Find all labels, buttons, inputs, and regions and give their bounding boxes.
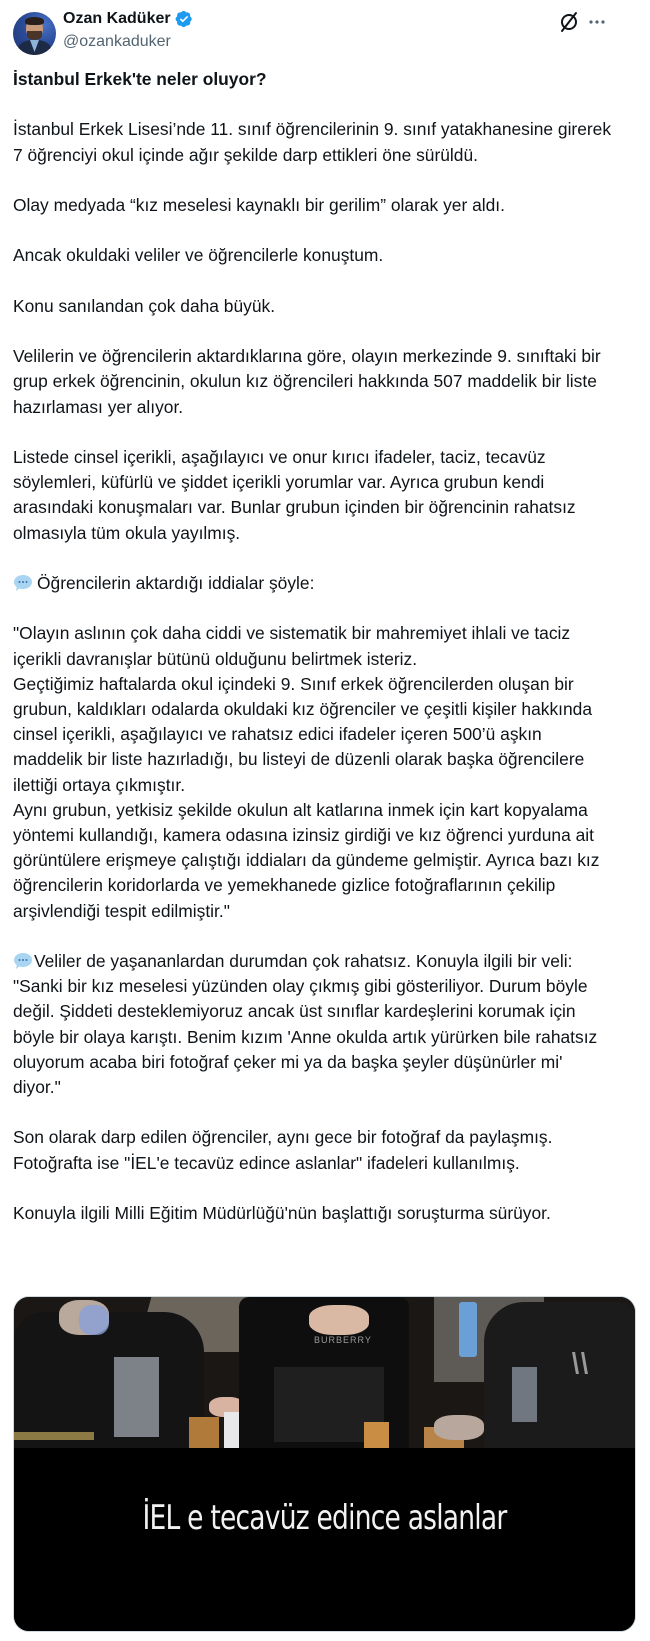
avatar-hair [25, 17, 44, 25]
media-photo [14, 1297, 635, 1448]
avatar[interactable] [13, 12, 56, 55]
tweet-paragraph: Velilerin ve öğrencilerin aktardıklarına göre, olayın merkezinde 9. sınıftaki bir grup erkek öğrencinin, okulun kız öğrencileri hakkında 507 maddelik bir liste hazırlaması yer alıyor. [13, 346, 601, 417]
tweet-paragraph: İstanbul Erkek Lisesi’nde 11. sınıf öğrencilerinin 9. sınıf yatakhanesine girerek 7 öğrenciyi okul içinde ağır şekilde darp ettikleri öne sürüldü. [13, 119, 612, 165]
tweet-paragraph: Son olarak darp edilen öğrenciler, aynı gece bir fotoğraf da paylaşmış. [13, 1127, 553, 1148]
tweet-paragraph-with-emoji [13, 949, 613, 974]
media-caption-text: İEL e tecavüz edince aslanlar [142, 1498, 507, 1538]
shirt-logo-text: BURBERRY [314, 1335, 372, 1345]
avatar-beard [27, 31, 42, 40]
media-caption-area [14, 1448, 635, 1632]
tweet-paragraph: Olay medyada “kız meselesi kaynaklı bir gerilim” olarak yer aldı. [13, 194, 505, 215]
tweet-title: İstanbul Erkek'te neler oluyor? [13, 69, 267, 89]
tweet-paragraph: Ancak okuldaki veliler ve öğrencilerle konuştum. [13, 245, 384, 266]
speech-bubble-emoji-icon [13, 574, 33, 592]
author-name-row [63, 10, 193, 28]
tweet-paragraph-text: Veliler de yaşananlardan durumdan çok rahatsız. Konuyla ilgili bir veli: [34, 950, 573, 971]
verified-badge-icon[interactable] [175, 10, 193, 28]
tweet-paragraph: "Sanki bir kız meselesi yüzünden olay çıkmış gibi gösteriliyor. Durum böyle değil. Şiddeti desteklemiyoruz ancak üst sınıflar kardeşlerini korumak için böyle bir olaya karıştı. Benim kızım 'Anne okulda artık yürürken bile rahatsız oluyorum acaba biri fotoğraf çeker mi ya da başka şeyler düşünürler mi' diyor." [13, 976, 598, 1097]
tweet-paragraph: Konu sanılandan çok daha büyük. [13, 295, 276, 316]
tweet-text [13, 67, 613, 1226]
tweet-paragraph-text: Öğrencilerin aktardığı iddialar şöyle: [37, 572, 315, 593]
tweet-media-image[interactable] [13, 1296, 636, 1632]
tweet-paragraph: Aynı grubun, yetkisiz şekilde okulun alt katlarına inmek için kart kopyalama yöntemi kullandığı, kamera odasına izinsiz girdiği ve kız öğrenci yurduna ait görüntülere erişmeye çalıştığı iddiaları da gündeme gelmiştir. Ayrıca bazı kız öğrencilerin koridorlarda ve yemekhanede gizlice fotoğraflarının çekilip arşivlendiği tespit edilmiştir." [13, 799, 600, 921]
tweet-paragraph-with-emoji [13, 571, 613, 596]
author-handle[interactable]: @ozankaduker [63, 33, 171, 50]
tweet-paragraph: Fotoğrafta ise "İEL'e tecavüz edince aslanlar" ifadeleri kullanılmış. [13, 1152, 520, 1173]
tweet-paragraph: Listede cinsel içerikli, aşağılayıcı ve onur kırıcı ifadeler, taciz, tecavüz söylemleri, küfürlü ve şiddet içerikli yorumlar var. Ayrıca grubun kendi arasındaki konuşmaları var. Bunlar grubun içinden bir öğrencinin rahatsız olmasıyla tüm okula yayılmış. [13, 446, 576, 543]
author-display-name[interactable]: Ozan Kadüker [63, 10, 171, 27]
tweet-paragraph: Konuyla ilgili Milli Eğitim Müdürlüğü'nün başlattığı soruşturma sürüyor. [13, 1202, 551, 1223]
grok-icon[interactable] [559, 11, 579, 33]
more-options-icon[interactable] [588, 14, 606, 30]
tweet-paragraph: Geçtiğimiz haftalarda okul içindeki 9. Sınıf erkek öğrencilerden oluşan bir grubun, kaldıkları odalarda okuldaki kız öğrenciler ve çeşitli kişiler hakkında cinsel içerikli, aşağılayıcı ve rahatsız edici ifadeler içeren 500’ü aşkın maddelik bir liste hazırladığı, bu listeyi de düzenli olarak başka öğrencilere ilettiği ortaya çıkmıştır. [13, 673, 593, 795]
tweet-header [0, 0, 650, 60]
tweet-paragraph: "Olayın aslının çok daha ciddi ve sistematik bir mahremiyet ihlali ve taciz içerikli davranışlar bütünü olduğunu belirtmek isteriz. [13, 623, 571, 669]
speech-bubble-emoji-icon [13, 952, 33, 970]
